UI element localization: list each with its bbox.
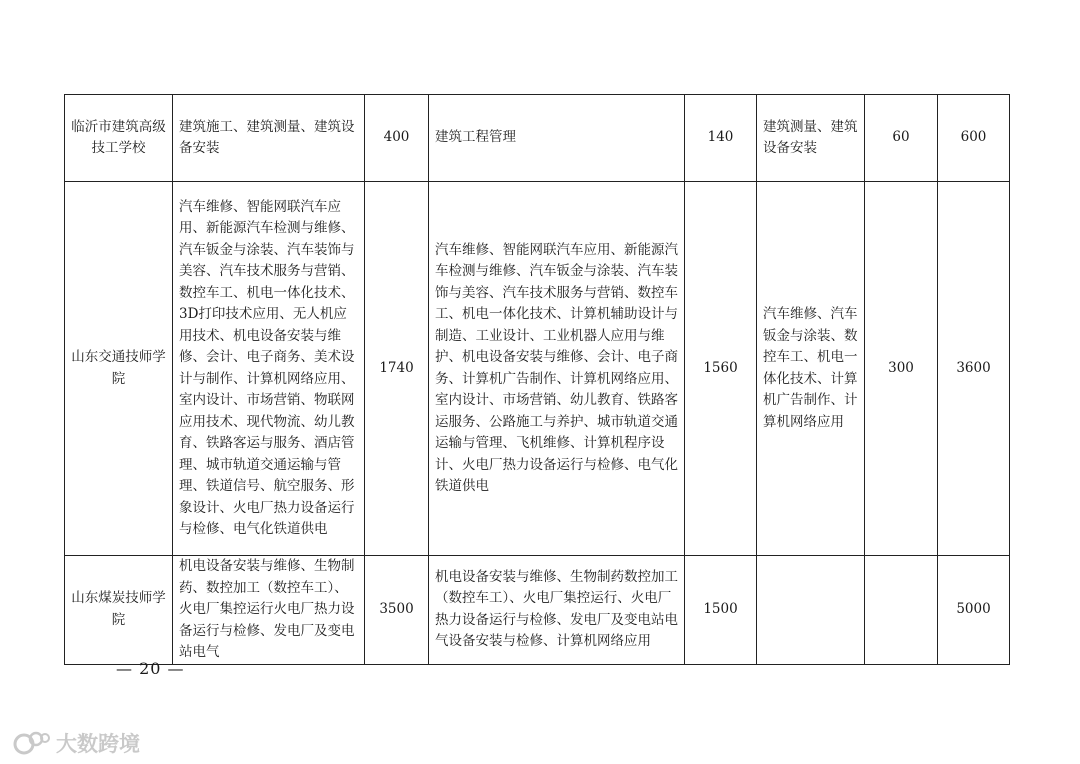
page-number: — 20 — [116,659,185,678]
majors-cell: 建筑工程管理 [429,95,685,182]
count-cell: 1740 [365,182,429,556]
count-cell: 60 [865,95,938,182]
watermark [12,728,140,758]
enrollment-table [64,94,1010,665]
total-cell: 5000 [938,556,1010,665]
school-name: 临沂市建筑高级技工学校 [65,95,173,182]
majors-cell: 建筑测量、建筑设备安装 [757,95,865,182]
watermark-text: 大数跨境 [56,732,140,756]
majors-cell: 汽车维修、智能网联汽车应用、新能源汽车检测与维修、汽车钣金与涂装、汽车装饰与美容、汽车技术服务与营销、数控车工、机电一体化技术、3D打印技术应用、无人机应用技术、机电设备安装与维修、会计、电子商务、美术设计与制作、计算机网络应用、室内设计、市场营销、物联网应用技术、现代物流、幼儿教育、铁路客运与服务、酒店管理、城市轨道交通运输与管理、铁道信号、航空服务、形象设计、火电厂热力设备运行与检修、电气化铁道供电 [173,182,365,556]
total-cell: 3600 [938,182,1010,556]
table-row [65,95,1010,182]
table-row [65,556,1010,665]
count-cell: 1500 [685,556,757,665]
school-name: 山东煤炭技师学院 [65,556,173,665]
school-name: 山东交通技师学院 [65,182,173,556]
table-row [65,182,1010,556]
majors-cell [757,556,865,665]
count-cell: 140 [685,95,757,182]
count-cell [865,556,938,665]
majors-cell: 机电设备安装与维修、生物制药数控加工（数控车工）、火电厂集控运行、火电厂热力设备运行与检修、发电厂及变电站电气设备安装与检修、计算机网络应用 [429,556,685,665]
count-cell: 1560 [685,182,757,556]
count-cell: 400 [365,95,429,182]
brand-logo-icon [12,730,52,756]
majors-cell: 建筑施工、建筑测量、建筑设备安装 [173,95,365,182]
majors-cell: 汽车维修、智能网联汽车应用、新能源汽车检测与维修、汽车钣金与涂装、汽车装饰与美容、汽车技术服务与营销、数控车工、机电一体化技术、计算机辅助设计与制造、工业设计、工业机器人应用与维护、机电设备安装与维修、会计、电子商务、计算机广告制作、计算机网络应用、室内设计、市场营销、幼儿教育、铁路客运服务、公路施工与养护、城市轨道交通运输与管理、飞机维修、计算机程序设计、火电厂热力设备运行与检修、电气化铁道供电 [429,182,685,556]
majors-cell: 汽车维修、汽车钣金与涂装、数控车工、机电一体化技术、计算机广告制作、计算机网络应用 [757,182,865,556]
count-cell: 3500 [365,556,429,665]
count-cell: 300 [865,182,938,556]
majors-cell: 机电设备安装与维修、生物制药、数控加工（数控车工）、火电厂集控运行火电厂热力设备运行与检修、发电厂及变电站电气 [173,556,365,665]
total-cell: 600 [938,95,1010,182]
